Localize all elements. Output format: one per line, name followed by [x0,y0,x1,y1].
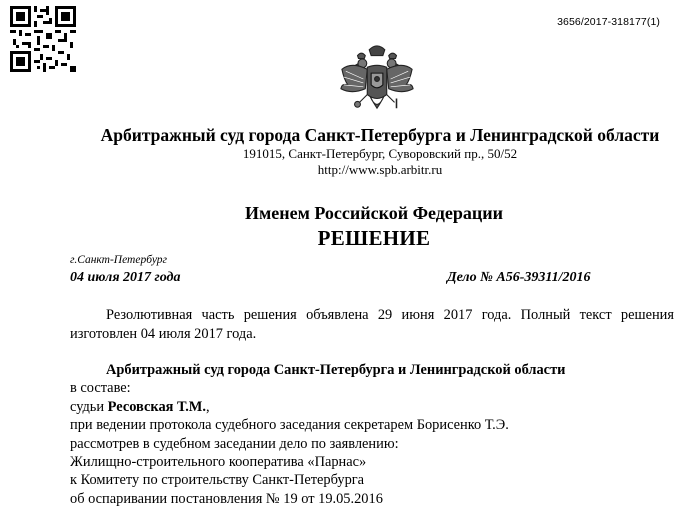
decision-body [70,361,565,508]
subject-line: об оспаривании постановления № 19 от 19.05.2016 [70,490,383,507]
secretary-line: при ведении протокола судебного заседания секретарем Борисенко Т.Э. [70,417,509,434]
respondent-line: к Комитету по строительству Санкт-Петербурга [70,472,365,489]
decision-heading: РЕШЕНИЕ [317,226,431,250]
judge-suffix: , [205,398,210,415]
city-label: г.Санкт-Петербург [70,254,168,266]
name-of-federation-heading: Именем Российской Федерации [244,203,504,223]
considered-line: рассмотрев в судебном заседании дело по заявлению: [70,435,399,452]
judge-prefix: судьи [70,398,108,415]
double-headed-eagle-emblem-icon [338,40,416,118]
decision-date: 04 июля 2017 года [70,270,181,285]
court-title: Арбитражный суд города Санкт-Петербурга и Ленинградской области [100,125,660,145]
judge-name: Ресовская Т.М. [107,398,206,415]
judge-line [70,398,565,416]
case-number: Дело № А56-39311/2016 [447,270,591,285]
court-composition-line: Арбитражный суд города Санкт-Петербурга и Ленинградской области [106,362,566,378]
court-address: 191015, Санкт-Петербург, Суворовский пр., 50/52 [242,146,518,161]
composition-label: в составе: [70,380,131,397]
court-website: http://www.spb.arbitr.ru [317,162,443,177]
applicant-line: Жилищно-строительного кооператива «Парнас» [70,454,367,471]
qr-code-icon [10,6,76,72]
resolution-paragraph: Резолютивная часть решения объявлена 29 июня 2017 года. Полный текст решения изготовлен 04 июля 2017 года. [70,307,674,342]
document-number: 3656/2017-318177(1) [557,16,660,28]
